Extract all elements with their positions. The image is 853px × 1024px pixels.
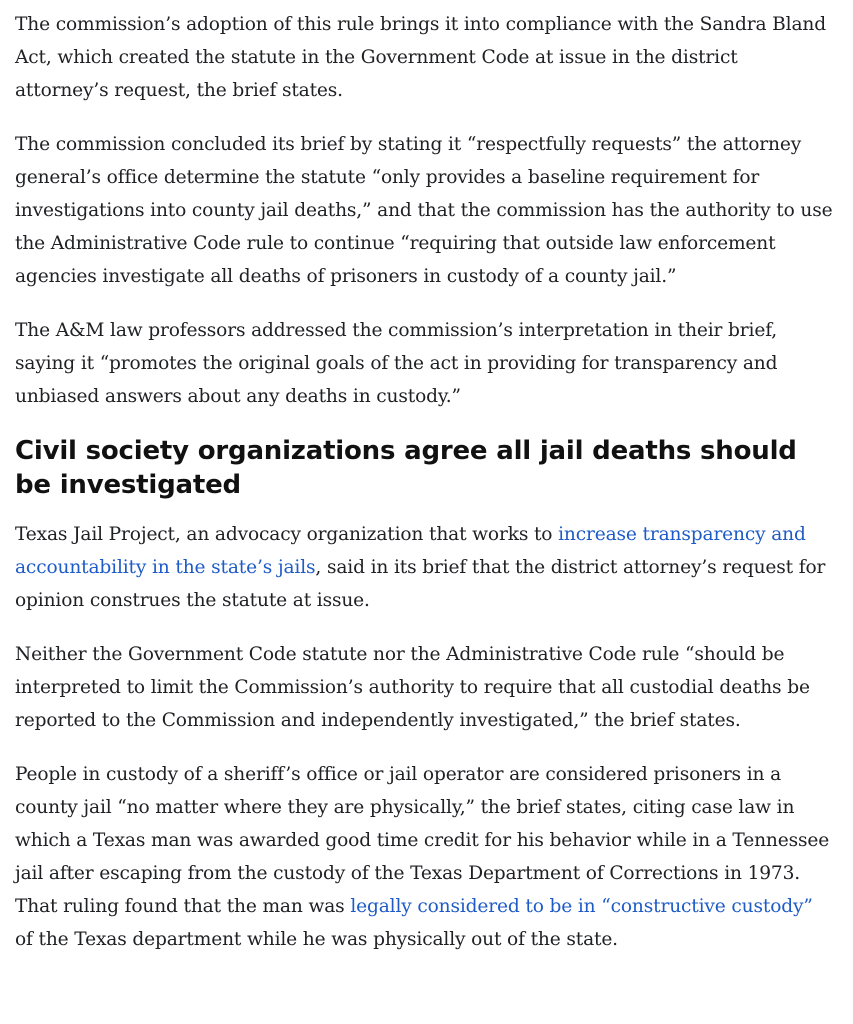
section-heading: Civil society organizations agree all jail deaths should be investigated [15, 436, 797, 500]
paragraph-text: of the Texas department while he was physically out of the state. [15, 929, 618, 950]
paragraph-text: People in custody of a sheriff’s office or jail operator are considered prisoners in a county jail “no matter where they are physically,” the brief states, citing case law in which a Texas man was awarded good time credit for his behavior while in a Tennessee jail after escaping from the custody of the Texas Department of Corrections in 1973. That ruling found that the man was [15, 764, 830, 917]
paragraph-texas-jail-project [15, 518, 835, 617]
link-transparency-accountability[interactable]: increase transparency and accountability in the state’s jails [15, 524, 806, 578]
paragraph-commission-conclusion: The commission concluded its brief by stating it “respectfully requests” the attorney general’s office determine the statute “only provides a baseline requirement for investigations into county jail deaths,” and that the commission has the authority to use the Administrative Code rule to continue “requiring that outside law enforcement agencies investigate all deaths of prisoners in custody of a county jail.” [15, 134, 833, 287]
paragraph-text: Texas Jail Project, an advocacy organization that works to [15, 524, 559, 545]
paragraph-am-professors: The A&M law professors addressed the commission’s interpretation in their brief, saying it “promotes the original goals of the act in providing for transparency and unbiased answers about any deaths in custody.” [15, 320, 778, 407]
paragraph-neither-statute: Neither the Government Code statute nor the Administrative Code rule “should be interpreted to limit the Commission’s authority to require that all custodial deaths be reported to the Commission and independently investigated,” the brief states. [15, 644, 810, 731]
paragraph-text: , said in its brief that the district attorney’s request for opinion construes the statute at issue. [15, 557, 826, 611]
link-constructive-custody[interactable]: legally considered to be in “constructive custody” [350, 896, 813, 917]
paragraph-people-in-custody [15, 758, 835, 956]
article-body [15, 8, 835, 977]
paragraph-sandra-bland-act: The commission’s adoption of this rule brings it into compliance with the Sandra Bland Act, which created the statute in the Government Code at issue in the district attorney’s request, the brief states. [15, 14, 826, 101]
